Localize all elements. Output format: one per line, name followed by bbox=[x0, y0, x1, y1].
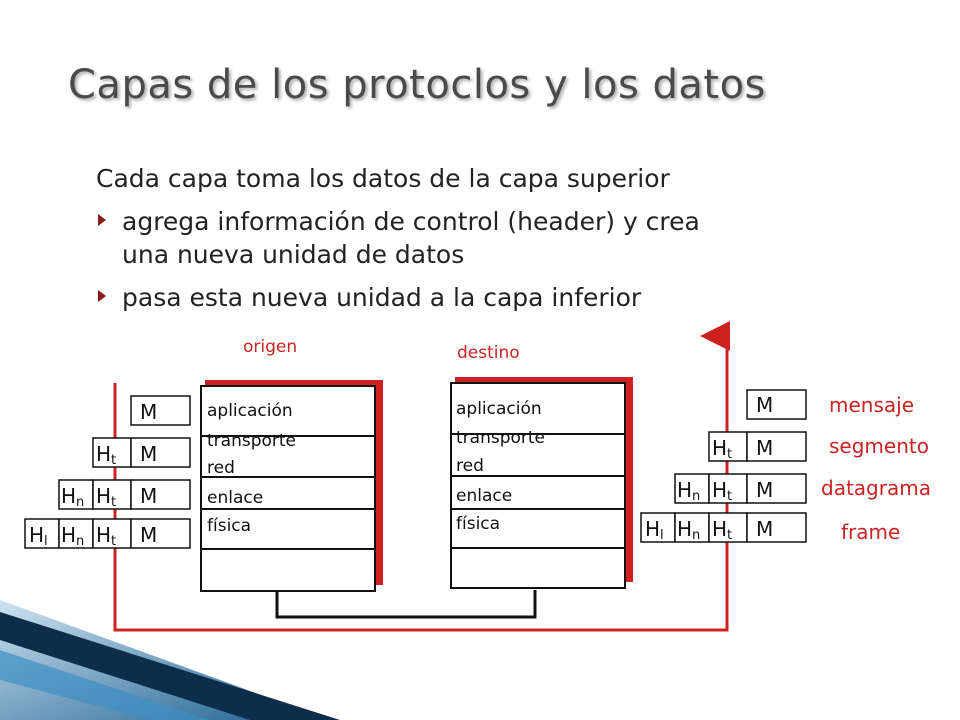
physical-link bbox=[277, 590, 535, 617]
svg-text:Ht: Ht bbox=[712, 436, 733, 462]
right-hl-cell: H bbox=[645, 517, 661, 541]
svg-text:Hl: Hl bbox=[645, 517, 664, 543]
svg-text:Ht: Ht bbox=[96, 442, 117, 468]
left-message-cell: M bbox=[140, 400, 158, 424]
left-message-cell: M bbox=[140, 484, 158, 508]
page-title: Capas de los protoclos y los datos bbox=[68, 62, 766, 108]
src-layer-aplicacion: aplicación bbox=[207, 401, 293, 421]
bullet-1-text: agrega información de control (header) y crea bbox=[122, 207, 700, 236]
dest-label: destino bbox=[457, 343, 520, 363]
right-message-cell: M bbox=[756, 436, 774, 460]
right-message-cell: M bbox=[756, 517, 774, 541]
src-layer-enlace: enlace bbox=[207, 488, 264, 508]
bullet-2-text: pasa esta nueva unidad a la capa inferior bbox=[122, 283, 642, 312]
dst-layer-red: red bbox=[456, 456, 484, 476]
right-encapsulation bbox=[641, 390, 806, 543]
src-layer-red: red bbox=[207, 458, 235, 478]
right-hn-cell: H bbox=[677, 478, 693, 502]
left-message-cell: M bbox=[140, 442, 158, 466]
svg-text:Hn: Hn bbox=[61, 523, 85, 549]
left-hl-cell: H bbox=[29, 523, 45, 547]
right-message-cell: M bbox=[756, 393, 774, 417]
svg-text:Ht: Ht bbox=[96, 484, 117, 510]
source-stack bbox=[201, 380, 383, 591]
pdu-mensaje: mensaje bbox=[829, 393, 914, 417]
src-layer-transporte: transporte bbox=[207, 431, 297, 451]
right-message-cell: M bbox=[756, 478, 774, 502]
svg-text:Ht: Ht bbox=[712, 517, 733, 543]
dst-layer-transporte: transporte bbox=[456, 428, 546, 448]
svg-text:Hn: Hn bbox=[61, 484, 85, 510]
src-layer-fisica: física bbox=[207, 516, 252, 536]
left-hn-cell: H bbox=[61, 523, 77, 547]
left-message-cell: M bbox=[140, 523, 158, 547]
right-ht-cell: H bbox=[712, 478, 728, 502]
origin-label: origen bbox=[243, 337, 298, 357]
svg-text:Hl: Hl bbox=[29, 523, 48, 549]
svg-text:Hn: Hn bbox=[677, 478, 701, 504]
svg-text:Ht: Ht bbox=[96, 523, 117, 549]
svg-text:Ht: Ht bbox=[712, 478, 733, 504]
left-ht-cell: H bbox=[96, 442, 112, 466]
right-hn-cell: H bbox=[677, 517, 693, 541]
left-ht-cell: H bbox=[96, 523, 112, 547]
pdu-datagrama: datagrama bbox=[821, 476, 931, 500]
right-ht-cell: H bbox=[712, 436, 728, 460]
dst-layer-enlace: enlace bbox=[456, 486, 513, 506]
dst-layer-aplicacion: aplicación bbox=[456, 399, 542, 419]
right-ht-cell: H bbox=[712, 517, 728, 541]
left-encapsulation bbox=[25, 396, 190, 549]
dst-layer-fisica: física bbox=[456, 514, 501, 534]
bullet-1-cont-text: una nueva unidad de datos bbox=[122, 240, 465, 269]
pdu-frame: frame bbox=[841, 520, 901, 544]
svg-text:Hn: Hn bbox=[677, 517, 701, 543]
dest-stack bbox=[451, 377, 633, 588]
intro-text: Cada capa toma los datos de la capa superior bbox=[96, 164, 670, 193]
left-ht-cell: H bbox=[96, 484, 112, 508]
pdu-segmento: segmento bbox=[829, 434, 929, 458]
left-hn-cell: H bbox=[61, 484, 77, 508]
